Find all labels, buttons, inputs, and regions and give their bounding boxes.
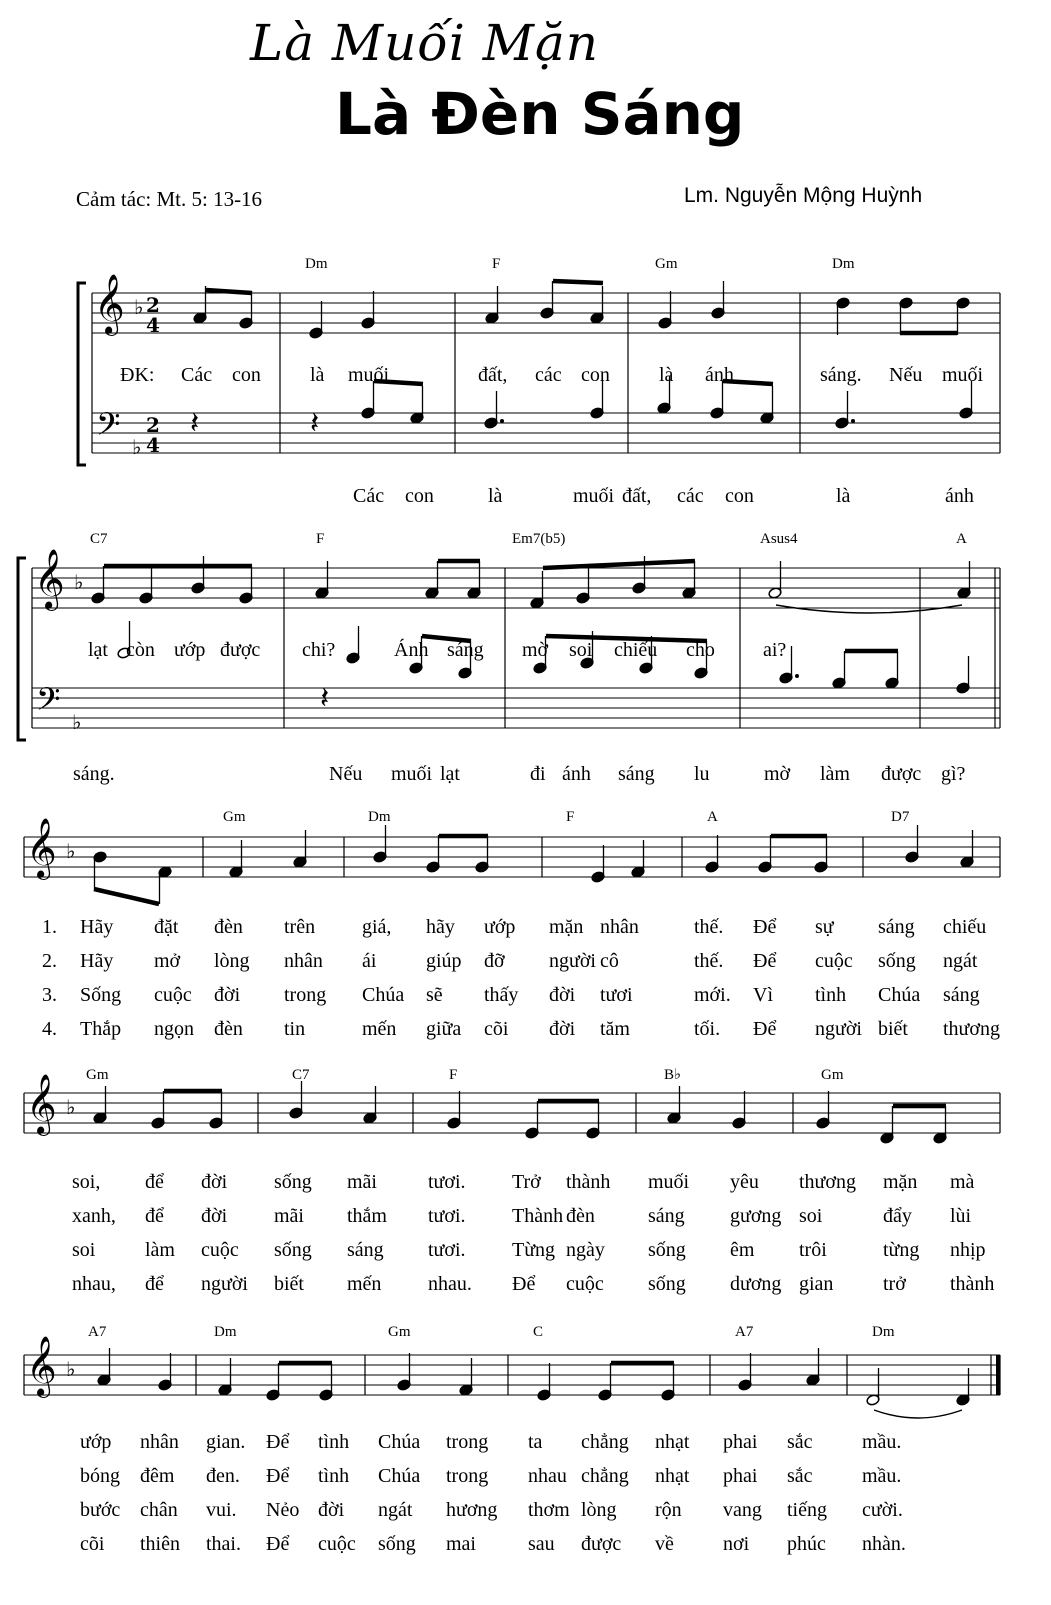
verse-lyric-syllable: mãi xyxy=(274,1205,304,1227)
lyric-syllable: soi xyxy=(569,639,593,661)
verse-lyric-syllable: mến xyxy=(362,1018,397,1040)
verse-lyric-syllable: người xyxy=(549,950,596,972)
composer-credit: Lm. Nguyễn Mộng Huỳnh xyxy=(684,184,923,207)
verse-lyric-syllable: tình xyxy=(318,1465,350,1487)
verse-lyric-syllable: tươi. xyxy=(428,1205,466,1227)
lyric-syllable: đi xyxy=(530,763,546,785)
verse-lyric-syllable: giá, xyxy=(362,916,392,938)
verse-lyric-syllable: biết xyxy=(878,1018,908,1040)
verse-lyric-syllable: Hãy xyxy=(80,950,114,972)
lyric-syllable: là xyxy=(836,485,851,507)
lyric-syllable: làm xyxy=(820,763,850,785)
lyric-syllable: cho xyxy=(686,639,715,661)
verse-lyric-syllable: tươi. xyxy=(428,1171,466,1193)
verse-lyric-syllable: tin xyxy=(284,1018,306,1040)
key-signature-flat: ♭ xyxy=(66,1357,76,1381)
verse-lyric-syllable: 4. xyxy=(42,1018,57,1040)
lyric-syllable: ánh xyxy=(705,364,734,386)
chord-symbol: D7 xyxy=(891,809,910,825)
tie xyxy=(874,1410,962,1418)
verse-lyric-syllable: giúp xyxy=(426,950,462,972)
verse-lyric-syllable: xanh, xyxy=(72,1205,116,1227)
key-signature-flat: ♭ xyxy=(132,435,142,459)
quarter-rest: 𝄽 xyxy=(310,406,320,441)
verse-lyric-syllable: để xyxy=(145,1171,164,1193)
lyric-syllable: chi? xyxy=(302,639,336,661)
verse-lyric-syllable: sắc xyxy=(787,1465,813,1487)
verse-lyric-syllable: mầu. xyxy=(862,1431,902,1453)
verse-lyric-syllable: mãi xyxy=(347,1171,377,1193)
verse-lyric-syllable: đời xyxy=(201,1205,228,1227)
verse-lyric-syllable: nhau xyxy=(528,1465,567,1487)
lyric-syllable: sáng. xyxy=(73,763,115,785)
verse-lyric-syllable: mặn xyxy=(883,1171,918,1193)
verse-lyric-syllable: nhịp xyxy=(950,1239,986,1261)
lyric-syllable: sáng xyxy=(447,639,484,661)
verse-lyric-syllable: soi xyxy=(799,1205,823,1227)
verse-lyric-syllable: đời xyxy=(214,984,241,1006)
lyric-syllable: con xyxy=(581,364,610,386)
lyric-syllable: muối xyxy=(942,364,984,386)
verse-lyric-syllable: sau xyxy=(528,1533,555,1555)
verse-lyric-syllable: ngát xyxy=(378,1499,413,1521)
chord-symbol: Dm xyxy=(368,809,391,825)
verse-lyric-syllable: cõi xyxy=(484,1018,509,1040)
verse-lyric-syllable: nhạt xyxy=(655,1465,690,1487)
verse-lyric-syllable: giữa xyxy=(426,1018,462,1040)
verse-lyric-syllable: lùi xyxy=(950,1205,972,1227)
verse-lyric-syllable: Để xyxy=(753,916,777,938)
verse-lyric-syllable: mặn xyxy=(549,916,584,938)
lyric-syllable: là xyxy=(310,364,325,386)
verse-lyric-syllable: Để xyxy=(753,950,777,972)
verse-lyric-syllable: thơm xyxy=(528,1499,570,1521)
verse-lyric-syllable: từng xyxy=(883,1239,920,1261)
lyric-syllable: con xyxy=(405,485,434,507)
verse-lyric-syllable: ngát xyxy=(943,950,978,972)
lyric-syllable: mờ xyxy=(522,639,549,661)
chord-symbol: Dm xyxy=(214,1324,237,1340)
verse-lyric-syllable: đời xyxy=(201,1171,228,1193)
key-signature-flat: ♭ xyxy=(134,295,144,319)
verse-lyric-syllable: tiếng xyxy=(787,1499,827,1521)
verse-lyric-syllable: ướp xyxy=(80,1431,112,1453)
verse-lyric-syllable: hương xyxy=(446,1499,498,1521)
verse-lyric-syllable: trở xyxy=(883,1273,906,1295)
verse-lyric-syllable: tình xyxy=(318,1431,350,1453)
verse-lyric-syllable: Sống xyxy=(80,984,122,1006)
verse-lyric-syllable: Thắp xyxy=(80,1018,122,1040)
verse-lyric-syllable: đời xyxy=(549,1018,576,1040)
verse-lyric-syllable: Để xyxy=(512,1273,536,1295)
verse-lyric-syllable: chẳng xyxy=(581,1431,629,1453)
lyric-syllable: con xyxy=(725,485,754,507)
lyric-syllable: được xyxy=(220,639,261,661)
key-signature-flat: ♭ xyxy=(72,710,82,734)
verse-lyric-syllable: tươi xyxy=(600,984,633,1006)
verse-lyric-syllable: Chúa xyxy=(878,984,921,1006)
verse-lyric-syllable: sống xyxy=(378,1533,416,1555)
verse-lyric-syllable: thấy xyxy=(484,984,519,1006)
chord-symbol: A7 xyxy=(88,1324,107,1340)
verse-lyric-syllable: cuộc xyxy=(318,1533,356,1555)
verse-lyric-syllable: cuộc xyxy=(201,1239,239,1261)
verse-lyric-syllable: đặt xyxy=(154,916,179,938)
verse-lyric-syllable: cười. xyxy=(862,1499,903,1521)
verse-lyric-syllable: trong xyxy=(284,984,327,1006)
verse-lyric-syllable: để xyxy=(145,1205,164,1227)
final-barline xyxy=(996,1355,1000,1395)
verse-lyric-syllable: sống xyxy=(648,1239,686,1261)
note-beam xyxy=(543,561,695,568)
verse-lyric-syllable: để xyxy=(145,1273,164,1295)
title-script-line: Là Muối Mặn xyxy=(250,14,599,72)
chord-symbol: F xyxy=(492,256,501,272)
verse-lyric-syllable: vui. xyxy=(206,1499,237,1521)
lyric-syllable: muối xyxy=(391,763,433,785)
verse-lyric-syllable: soi xyxy=(72,1239,96,1261)
time-signature-bottom: 4 xyxy=(146,313,160,337)
chord-symbol: Gm xyxy=(388,1324,411,1340)
chord-symbol: Gm xyxy=(86,1067,109,1083)
verse-lyric-syllable: ướp xyxy=(484,916,516,938)
verse-lyric-syllable: 1. xyxy=(42,916,57,938)
verse-lyric-syllable: sáng xyxy=(878,916,915,938)
verse-lyric-syllable: chẳng xyxy=(581,1465,629,1487)
quarter-rest: 𝄽 xyxy=(320,681,330,716)
verse-lyric-syllable: chiếu xyxy=(943,916,987,938)
lyric-syllable: mờ xyxy=(764,763,791,785)
chord-symbol: A7 xyxy=(735,1324,754,1340)
tie xyxy=(776,605,962,613)
treble-clef: 𝄞 xyxy=(26,1074,57,1134)
verse-lyric-syllable: hãy xyxy=(426,916,455,938)
lyric-syllable: Ánh xyxy=(394,639,429,661)
verse-lyric-syllable: trong xyxy=(446,1465,489,1487)
chord-symbol: A xyxy=(956,531,967,547)
verse-lyric-syllable: mà xyxy=(950,1171,975,1193)
chord-symbol: Gm xyxy=(821,1067,844,1083)
verse-lyric-syllable: cô xyxy=(600,950,619,972)
chord-symbol: B♭ xyxy=(664,1067,682,1083)
verse-lyric-syllable: Vì xyxy=(753,984,773,1006)
note-dot xyxy=(851,419,855,423)
note-dot xyxy=(795,674,799,678)
verse-lyric-syllable: bước xyxy=(80,1499,121,1521)
chord-symbol: F xyxy=(566,809,575,825)
verse-lyric-syllable: thương xyxy=(799,1171,856,1193)
verse-lyric-syllable: mai xyxy=(446,1533,476,1555)
lyric-syllable: lạt xyxy=(88,639,108,661)
lyric-syllable: gì? xyxy=(941,763,966,785)
verse-lyric-syllable: êm xyxy=(730,1239,755,1261)
verse-lyric-syllable: tối. xyxy=(694,1018,721,1040)
lyric-syllable: ánh xyxy=(945,485,974,507)
verse-lyric-syllable: đèn xyxy=(214,1018,243,1040)
verse-lyric-syllable: ngọn xyxy=(154,1018,194,1040)
verse-lyric-syllable: trong xyxy=(446,1431,489,1453)
verse-lyric-syllable: thành xyxy=(950,1273,995,1295)
chord-symbol: A xyxy=(707,809,718,825)
verse-lyric-syllable: lòng xyxy=(581,1499,617,1521)
verse-lyric-syllable: Thành xyxy=(512,1205,564,1227)
verse-lyric-syllable: bóng xyxy=(80,1465,120,1487)
treble-clef: 𝄞 xyxy=(34,549,65,609)
lyric-syllable: Nếu xyxy=(329,763,363,785)
verse-lyric-syllable: sáng xyxy=(943,984,980,1006)
note-dot xyxy=(500,419,504,423)
chord-symbol: F xyxy=(316,531,325,547)
verse-lyric-syllable: được xyxy=(581,1533,622,1555)
verse-lyric-syllable: phai xyxy=(723,1465,758,1487)
verse-lyric-syllable: gương xyxy=(730,1205,782,1227)
verse-lyric-syllable: ta xyxy=(528,1431,543,1453)
verse-lyric-syllable: sống xyxy=(274,1239,312,1261)
verse-lyric-syllable: thế. xyxy=(694,950,724,972)
verse-lyric-syllable: sẽ xyxy=(426,984,443,1006)
verse-lyric-syllable: rộn xyxy=(655,1499,682,1521)
note-beam xyxy=(206,290,252,293)
time-signature-top: 2 xyxy=(146,293,160,317)
verse-lyric-syllable: muối xyxy=(648,1171,690,1193)
scripture-reference: Cảm tác: Mt. 5: 13-16 xyxy=(76,187,263,211)
verse-lyric-syllable: nhau. xyxy=(428,1273,472,1295)
treble-clef: 𝄞 xyxy=(26,818,57,878)
verse-lyric-syllable: biết xyxy=(274,1273,304,1295)
verse-lyric-syllable: sáng xyxy=(648,1205,685,1227)
lyric-syllable: đất, xyxy=(478,364,508,386)
lyric-syllable: được xyxy=(881,763,922,785)
chord-symbol: Em7(b5) xyxy=(512,531,566,547)
chord-symbol: F xyxy=(449,1067,458,1083)
verse-lyric-syllable: Hãy xyxy=(80,916,114,938)
verse-lyric-syllable: Để xyxy=(266,1533,290,1555)
chord-symbol: Asus4 xyxy=(760,531,798,547)
verse-lyric-syllable: cuộc xyxy=(566,1273,604,1295)
verse-lyric-syllable: yêu xyxy=(730,1171,759,1193)
verse-lyric-syllable: 3. xyxy=(42,984,57,1006)
quarter-rest: 𝄽 xyxy=(190,406,200,441)
lyric-syllable: ướp xyxy=(174,639,206,661)
verse-lyric-syllable: dương xyxy=(730,1273,782,1295)
verse-lyric-syllable: phúc xyxy=(787,1533,826,1555)
note-beam xyxy=(94,889,159,904)
verse-lyric-syllable: cõi xyxy=(80,1533,105,1555)
time-signature-top: 2 xyxy=(146,413,160,437)
verse-lyric-syllable: Để xyxy=(266,1431,290,1453)
verse-lyric-syllable: sống xyxy=(878,950,916,972)
treble-clef: 𝄞 xyxy=(26,1336,57,1396)
lyric-syllable: ai? xyxy=(763,639,787,661)
verse-lyric-syllable: thiên xyxy=(140,1533,180,1555)
title-main-line: Là Đèn Sáng xyxy=(335,80,745,148)
lyric-syllable: Các xyxy=(181,364,213,386)
verse-lyric-syllable: tươi. xyxy=(428,1239,466,1261)
lyric-syllable: còn xyxy=(126,639,155,661)
lyric-syllable: con xyxy=(232,364,261,386)
chord-symbol: Gm xyxy=(655,256,678,272)
verse-lyric-syllable: Chúa xyxy=(378,1465,421,1487)
time-signature-bottom: 4 xyxy=(146,433,160,457)
lyric-syllable: ĐK: xyxy=(120,364,155,386)
verse-lyric-syllable: mến xyxy=(347,1273,382,1295)
lyric-syllable: sáng xyxy=(618,763,655,785)
chord-symbol: Gm xyxy=(223,809,246,825)
lyric-syllable: lu xyxy=(694,763,710,785)
chord-symbol: Dm xyxy=(832,256,855,272)
system-bracket xyxy=(78,283,86,465)
verse-lyric-syllable: ái xyxy=(362,950,377,972)
verse-lyric-syllable: gian. xyxy=(206,1431,246,1453)
verse-lyric-syllable: sống xyxy=(274,1171,312,1193)
lyric-syllable: lạt xyxy=(440,763,460,785)
verse-lyric-syllable: thắm xyxy=(347,1205,387,1227)
verse-lyric-syllable: đời xyxy=(318,1499,345,1521)
verse-lyric-syllable: đen. xyxy=(206,1465,240,1487)
verse-lyric-syllable: Để xyxy=(753,1018,777,1040)
verse-lyric-syllable: ngày xyxy=(566,1239,605,1261)
verse-lyric-syllable: Trở xyxy=(512,1171,541,1193)
verse-lyric-syllable: sắc xyxy=(787,1431,813,1453)
verse-lyric-syllable: trên xyxy=(284,916,316,938)
verse-lyric-syllable: làm xyxy=(145,1239,175,1261)
lyric-syllable: các xyxy=(677,485,704,507)
treble-clef: 𝄞 xyxy=(94,274,125,334)
verse-lyric-syllable: nhau, xyxy=(72,1273,116,1295)
verse-lyric-syllable: tình xyxy=(815,984,847,1006)
verse-lyric-syllable: tăm xyxy=(600,1018,630,1040)
verse-lyric-syllable: người xyxy=(201,1273,248,1295)
verse-lyric-syllable: lòng xyxy=(214,950,250,972)
verse-lyric-syllable: cuộc xyxy=(154,984,192,1006)
verse-lyric-syllable: mở xyxy=(154,950,181,972)
verse-lyric-syllable: thương xyxy=(943,1018,1000,1040)
verse-lyric-syllable: Chúa xyxy=(362,984,405,1006)
verse-lyric-syllable: nhân xyxy=(600,916,639,938)
verse-lyric-syllable: đời xyxy=(549,984,576,1006)
lyric-syllable: chiếu xyxy=(614,639,658,661)
system-bracket xyxy=(18,558,26,740)
bass-clef: 𝄢 xyxy=(96,406,121,450)
verse-lyric-syllable: phai xyxy=(723,1431,758,1453)
lyric-syllable: muối xyxy=(348,364,390,386)
verse-lyric-syllable: cuộc xyxy=(815,950,853,972)
note-beam xyxy=(553,281,603,283)
chord-symbol: C7 xyxy=(90,531,108,547)
lyric-syllable: các xyxy=(535,364,562,386)
verse-lyric-syllable: sống xyxy=(648,1273,686,1295)
verse-lyric-syllable: đẩy xyxy=(883,1205,912,1227)
verse-lyric-syllable: đêm xyxy=(140,1465,175,1487)
verse-lyric-syllable: mầu. xyxy=(862,1465,902,1487)
verse-lyric-syllable: về xyxy=(655,1533,674,1555)
key-signature-flat: ♭ xyxy=(74,570,84,594)
chord-symbol: C xyxy=(533,1324,544,1340)
verse-lyric-syllable: nhân xyxy=(284,950,323,972)
chord-symbol: C7 xyxy=(292,1067,310,1083)
bass-clef: 𝄢 xyxy=(36,681,61,725)
verse-lyric-syllable: soi, xyxy=(72,1171,101,1193)
verse-lyric-syllable: vang xyxy=(723,1499,762,1521)
lyric-syllable: là xyxy=(488,485,503,507)
key-signature-flat: ♭ xyxy=(66,839,76,863)
verse-lyric-syllable: đỡ xyxy=(484,950,505,972)
verse-lyric-syllable: sáng xyxy=(347,1239,384,1261)
verse-lyric-syllable: gian xyxy=(799,1273,834,1295)
verse-lyric-syllable: chân xyxy=(140,1499,178,1521)
verse-lyric-syllable: Để xyxy=(266,1465,290,1487)
verse-lyric-syllable: nhân xyxy=(140,1431,179,1453)
verse-lyric-syllable: thai. xyxy=(206,1533,241,1555)
verse-lyric-syllable: Chúa xyxy=(378,1431,421,1453)
lyric-syllable: là xyxy=(659,364,674,386)
verse-lyric-syllable: Nẻo xyxy=(266,1499,300,1521)
verse-lyric-syllable: đèn xyxy=(566,1205,595,1227)
verse-lyric-syllable: thành xyxy=(566,1171,611,1193)
verse-lyric-syllable: sự xyxy=(815,916,834,938)
lyric-syllable: đất, xyxy=(622,485,652,507)
key-signature-flat: ♭ xyxy=(66,1095,76,1119)
lyric-syllable: Nếu xyxy=(889,364,923,386)
lyric-syllable: ánh xyxy=(562,763,591,785)
verse-lyric-syllable: đèn xyxy=(214,916,243,938)
lyric-syllable: sáng. xyxy=(820,364,862,386)
lyric-syllable: Các xyxy=(353,485,385,507)
chord-symbol: Dm xyxy=(305,256,328,272)
verse-lyric-syllable: Từng xyxy=(512,1239,556,1261)
verse-lyric-syllable: trôi xyxy=(799,1239,827,1261)
verse-lyric-syllable: nơi xyxy=(723,1533,750,1555)
verse-lyric-syllable: nhạt xyxy=(655,1431,690,1453)
chord-symbol: Dm xyxy=(872,1324,895,1340)
lyric-syllable: muối xyxy=(573,485,615,507)
verse-lyric-syllable: người xyxy=(815,1018,862,1040)
verse-lyric-syllable: 2. xyxy=(42,950,57,972)
verse-lyric-syllable: nhàn. xyxy=(862,1533,906,1555)
verse-lyric-syllable: mới. xyxy=(694,984,731,1006)
verse-lyric-syllable: thế. xyxy=(694,916,724,938)
